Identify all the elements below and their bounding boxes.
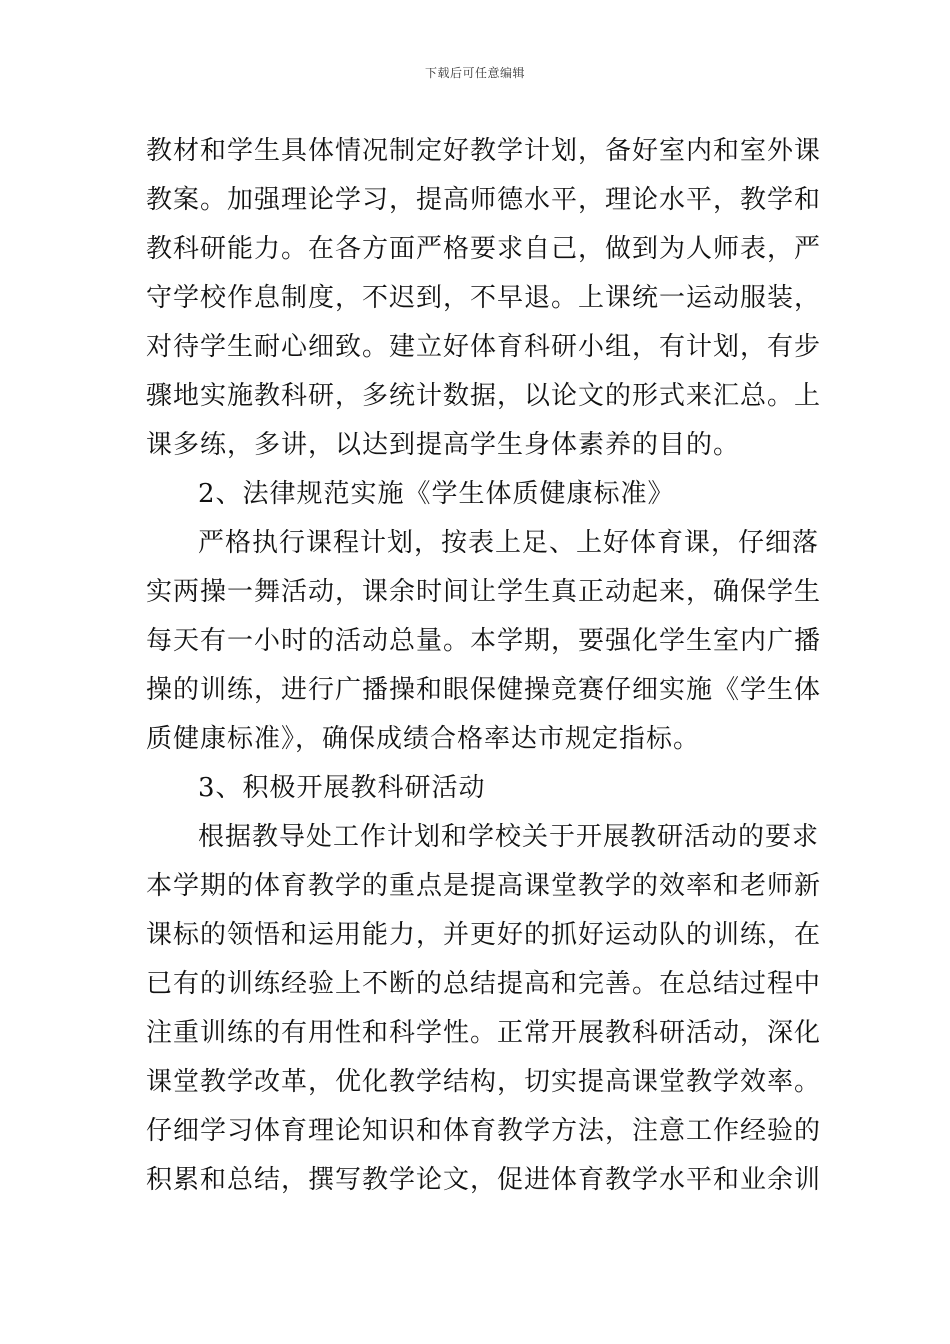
text-line: 守学校作息制度，不迟到，不早退。上课统一运动服装， (146, 283, 822, 313)
text-line: 教科研能力。在各方面严格要求自己，做到为人师表，严 (146, 234, 822, 264)
text-line: 对待学生耐心细致。建立好体育科研小组，有计划，有步 (146, 332, 822, 362)
text-line: 操的训练，进行广播操和眼保健操竞赛仔细实施《学生体 (146, 675, 822, 705)
text-line: 根据教导处工作计划和学校关于开展教研活动的要求 (198, 822, 820, 852)
text-line: 教案。加强理论学习，提高师德水平，理论水平，教学和 (146, 185, 822, 215)
text-line: 质健康标准》，确保成绩合格率达市规定指标。 (146, 724, 701, 754)
text-line: 注重训练的有用性和科学性。正常开展教科研活动，深化 (146, 1018, 822, 1048)
section-heading: 2、法律规范实施《学生体质健康标准》 (198, 479, 675, 509)
text-line: 课多练，多讲，以达到提高学生身体素养的目的。 (146, 430, 741, 460)
text-line: 仔细学习体育理论知识和体育教学方法，注意工作经验的 (146, 1116, 822, 1146)
body-text (146, 127, 822, 1205)
text-line: 课标的领悟和运用能力，并更好的抓好运动队的训练，在 (146, 920, 822, 950)
text-line: 实两操一舞活动，课余时间让学生真正动起来，确保学生 (146, 577, 822, 607)
text-line: 已有的训练经验上不断的总结提高和完善。在总结过程中 (146, 969, 822, 999)
text-line: 骤地实施教科研，多统计数据，以论文的形式来汇总。上 (146, 381, 822, 411)
text-line: 每天有一小时的活动总量。本学期，要强化学生室内广播 (146, 626, 822, 656)
section-heading: 3、积极开展教科研活动 (198, 773, 486, 803)
page-header: 下载后可任意编辑 (424, 66, 525, 80)
text-line: 积累和总结，撰写教学论文，促进体育教学水平和业余训 (146, 1165, 822, 1195)
text-line: 课堂教学改革，优化教学结构，切实提高课堂教学效率。 (146, 1067, 822, 1097)
text-line: 本学期的体育教学的重点是提高课堂教学的效率和老师新 (146, 871, 822, 901)
text-line: 教材和学生具体情况制定好教学计划，备好室内和室外课 (146, 136, 822, 166)
text-line: 严格执行课程计划，按表上足、上好体育课，仔细落 (198, 528, 820, 558)
